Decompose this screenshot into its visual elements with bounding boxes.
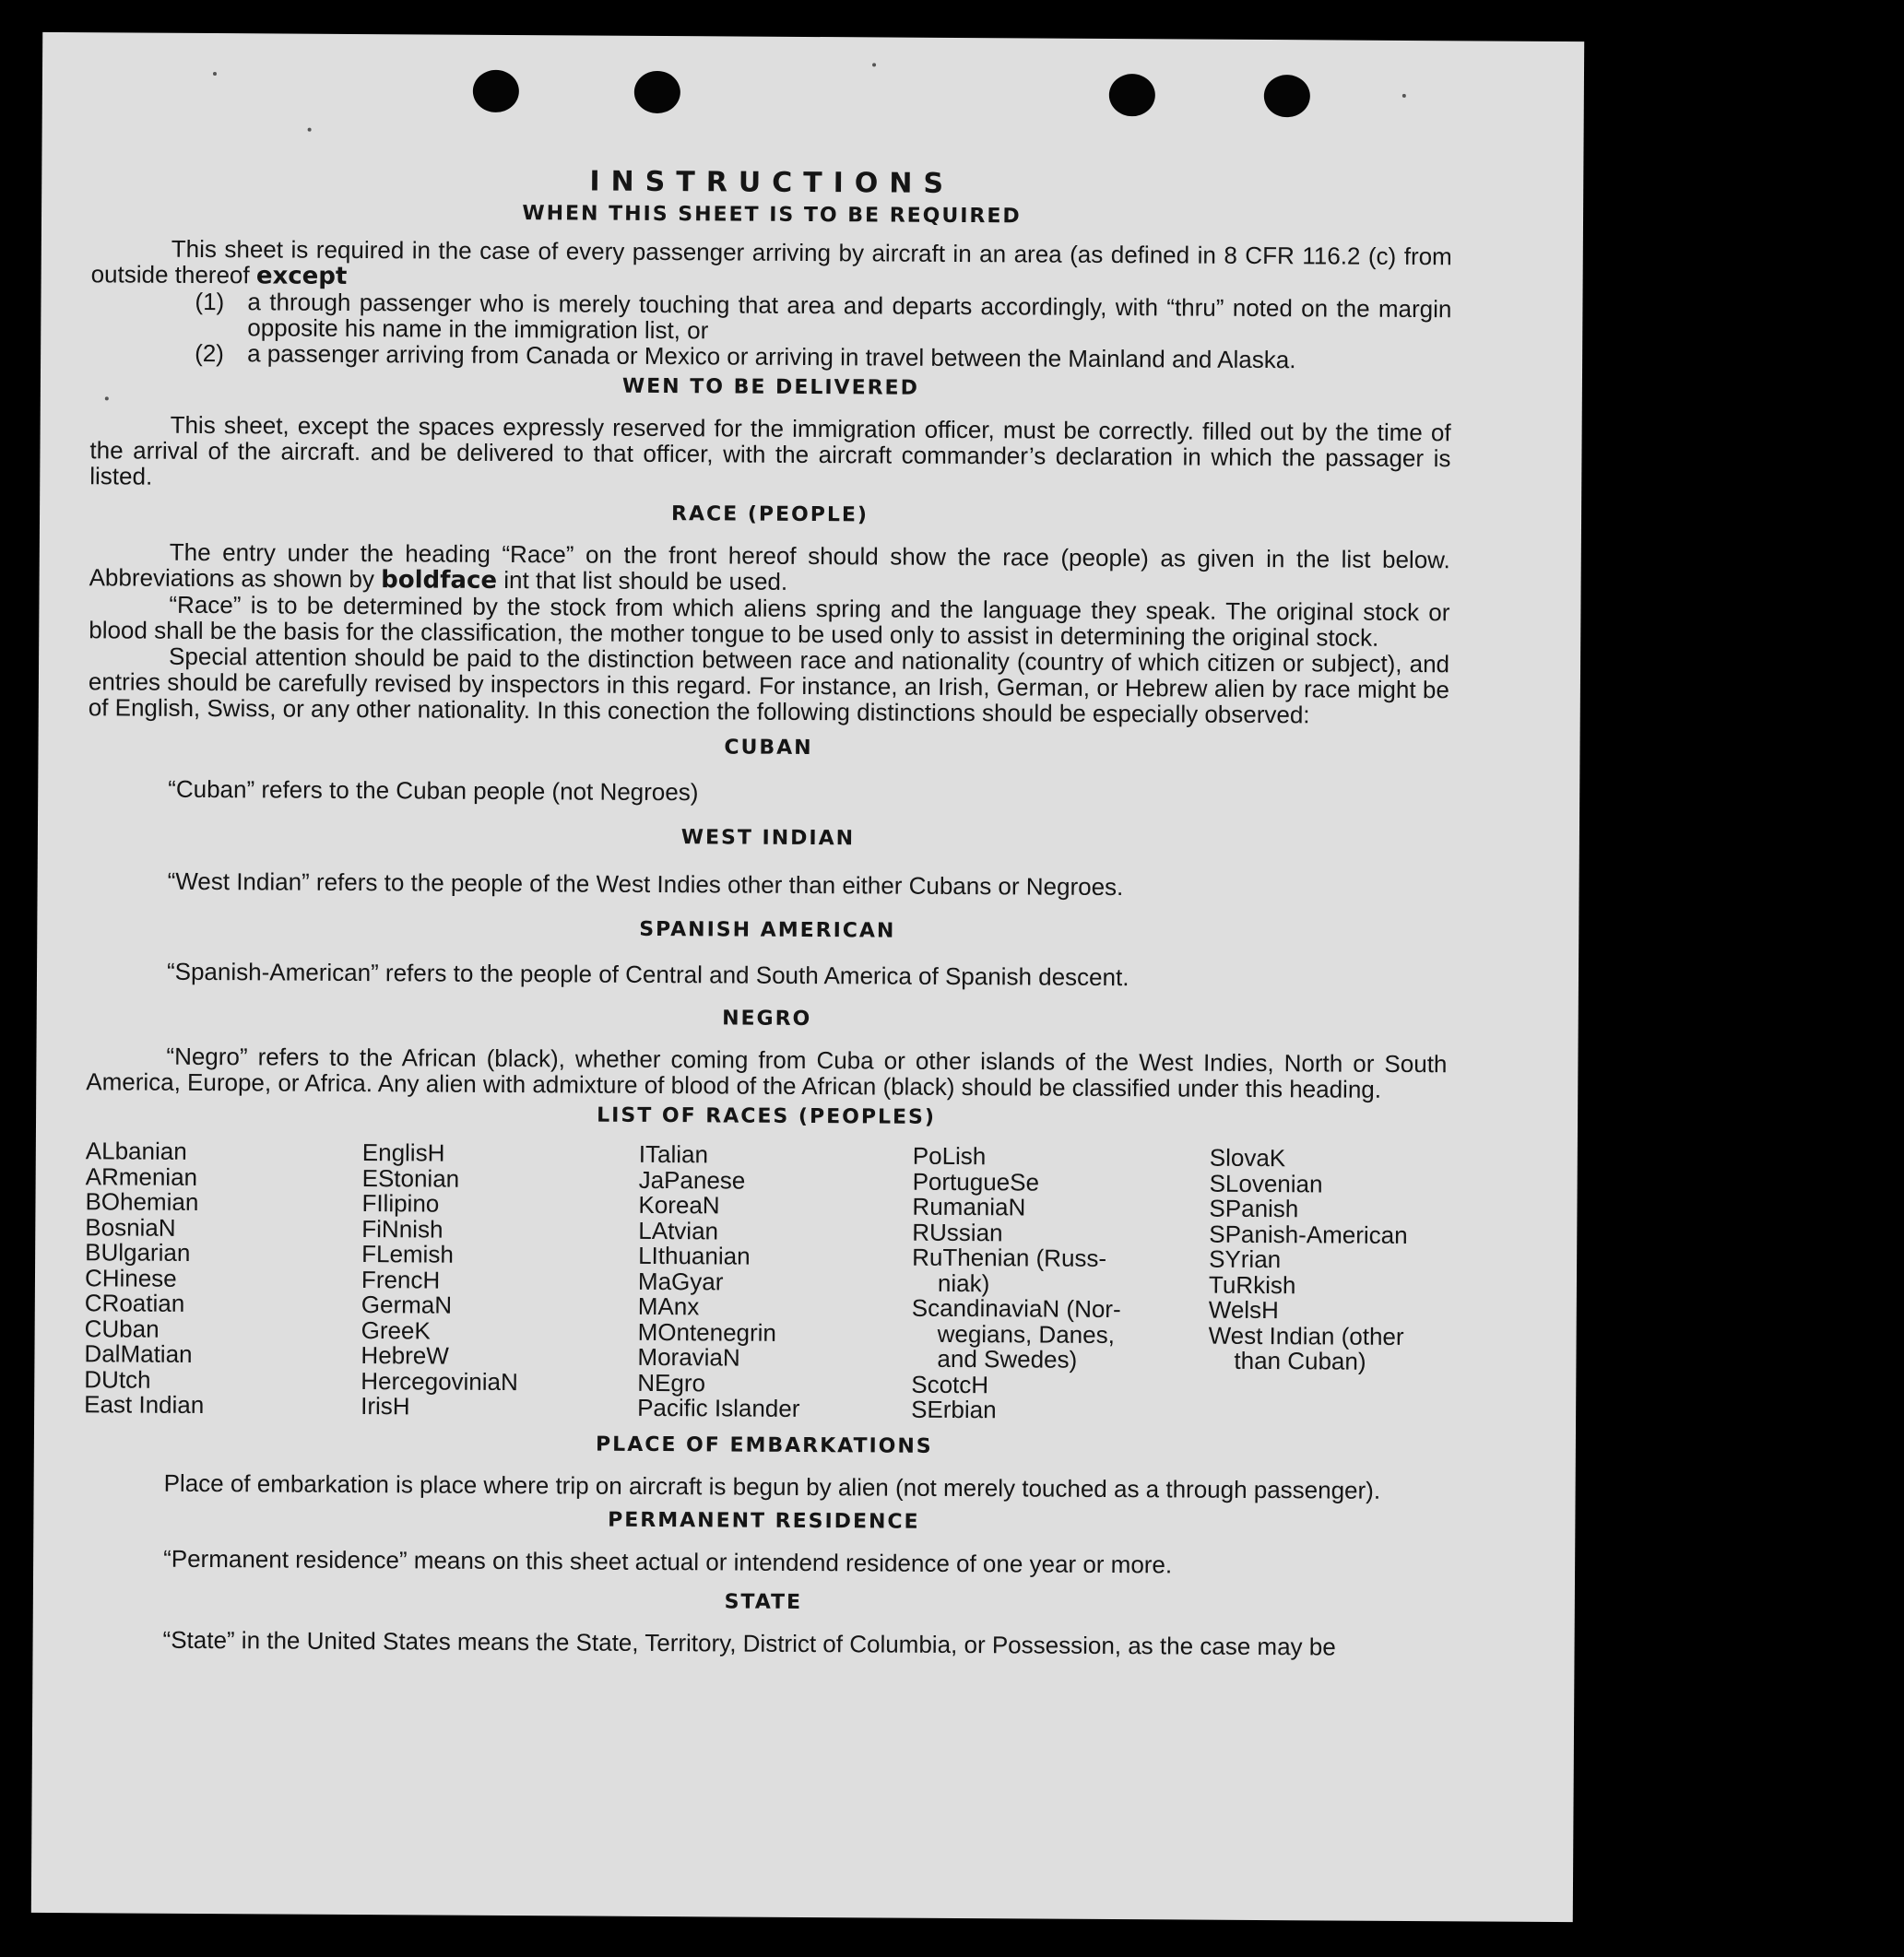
race-item-continued: than Cuban) <box>1234 1346 1366 1375</box>
race-item: IrisH <box>361 1392 410 1421</box>
race-item-continued: wegians, Danes, <box>937 1319 1115 1349</box>
race-item: GreeK <box>361 1315 431 1345</box>
instructions-text <box>83 159 1453 1659</box>
race-item: ScotcH <box>911 1370 989 1398</box>
race-item: EnglisH <box>361 1138 445 1167</box>
race-item: FIlipino <box>361 1189 440 1218</box>
race-item: CUban <box>84 1314 160 1343</box>
paragraph: “Cuban” refers to the Cuban people (not Negroes) <box>168 774 699 807</box>
section-heading: WEST INDIAN <box>680 826 856 851</box>
race-item: LIthuanian <box>638 1241 751 1270</box>
section-heading: CUBAN <box>724 736 813 760</box>
race-item: CRoatian <box>84 1289 185 1317</box>
section-heading: RACE (PEOPLE) <box>671 502 869 527</box>
race-item: ITalian <box>638 1139 709 1169</box>
race-item: SLovenian <box>1209 1169 1323 1197</box>
race-item: DalMatian <box>84 1339 193 1368</box>
race-item: SErbian <box>911 1395 997 1424</box>
race-column <box>84 1138 362 1419</box>
race-item: FiNnish <box>361 1214 443 1244</box>
paragraph: Special attention should be paid to the distinction between race and nationality (country of which citizen or subject), and entries should be carefully revised by inspectors in this regard. For instance, an Irish, German, or Hebrew alien by race might be of English, Swiss, or any other nationality. In this conection the following distinctions should be especially observed: <box>88 642 1450 729</box>
section-heading: PERMANENT RESIDENCE <box>608 1508 920 1534</box>
race-item: GermaN <box>361 1291 453 1319</box>
race-item: ScandinaviaN (Nor- <box>911 1293 1121 1324</box>
paragraph: “Race” is to be determined by the stock from which aliens spring and the language they speak. The original stock or blood shall be the basis for the classification, the mother tongue to be used only to assist in determining the original stock. <box>89 590 1450 652</box>
race-item: DUtch <box>84 1364 151 1394</box>
race-item: BUlgarian <box>85 1238 191 1267</box>
race-item: SPanish-American <box>1209 1220 1408 1249</box>
paragraph: “Spanish-American” refers to the people of Central and South America of Spanish descent. <box>166 957 1129 992</box>
section-heading: SPANISH AMERICAN <box>639 917 896 943</box>
race-column <box>911 1141 1210 1424</box>
race-item: SPanish <box>1209 1194 1299 1223</box>
section-heading: LIST OF RACES (PEOPLES) <box>597 1103 937 1129</box>
race-item: EStonian <box>361 1163 460 1193</box>
race-item: NEgro <box>637 1368 706 1397</box>
section-heading: WHEN THIS SHEET IS TO BE REQUIRED <box>522 202 1022 229</box>
race-item-continued: and Swedes) <box>937 1344 1078 1373</box>
paragraph: “State” in the United States means the State, Territory, District of Columbia, or Possession, as the case may be <box>162 1625 1336 1661</box>
race-item: SYrian <box>1209 1244 1282 1274</box>
punch-hole <box>634 71 680 113</box>
race-item: LAtvian <box>638 1216 719 1244</box>
race-item: FLemish <box>361 1240 454 1268</box>
race-item: PortugueSe <box>912 1167 1040 1197</box>
race-item: West Indian (other <box>1208 1321 1404 1350</box>
race-item: MaGyar <box>637 1267 724 1295</box>
race-item: MOntenegrin <box>637 1317 777 1347</box>
race-item: Pacific Islander <box>637 1393 800 1422</box>
race-list <box>84 1138 1447 1426</box>
race-item: JaPanese <box>638 1165 746 1195</box>
race-item: BosniaN <box>85 1212 176 1242</box>
paragraph: The entry under the heading “Race” on the front hereof should show the race (people) as given in the list below. Abbreviations as shown by boldface int that list should be used. <box>89 537 1450 595</box>
list-item: (2) a passenger arriving from Canada or Mexico or arriving in travel between the Mainland and Alaska. <box>195 338 1296 374</box>
race-item: RumaniaN <box>912 1192 1026 1221</box>
section-heading: WEN TO BE DELIVERED <box>621 374 919 400</box>
race-item: SlovaK <box>1209 1143 1286 1173</box>
paragraph: “Negro” refers to the African (black), whether coming from Cuba or other islands of the West Indies, North or South America, Europe, or Africa. Any alien with admixture of blood of the African (black) should be classified under this heading. <box>86 1042 1448 1103</box>
race-column <box>1208 1143 1447 1426</box>
race-item-continued: niak) <box>937 1268 990 1297</box>
paragraph: “West Indian” refers to the people of the West Indies other than either Cubans or Negroes. <box>167 867 1124 902</box>
punch-hole <box>1264 75 1310 117</box>
punch-hole <box>473 70 519 112</box>
paragraph: “Permanent residence” means on this sheet actual or intendend residence of one year or more. <box>163 1544 1173 1578</box>
punch-hole <box>1109 74 1155 116</box>
race-item: MAnx <box>637 1291 700 1321</box>
race-item: RuThenian (Russ- <box>912 1243 1107 1272</box>
race-item: HebreW <box>361 1341 449 1370</box>
race-column <box>637 1139 913 1422</box>
section-heading: NEGRO <box>722 1007 812 1032</box>
paragraph: Place of embarkation is place where trip on aircraft is begun by alien (not merely touched as a through passenger). <box>163 1468 1381 1504</box>
race-item: FrencH <box>361 1265 441 1294</box>
race-item: BOhemian <box>85 1187 199 1216</box>
list-item: (1) a through passenger who is merely touching that area and departs accordingly, with “thru” noted on the margin opposite his name in the immigration list, or <box>195 287 1452 345</box>
race-item: TuRkish <box>1208 1270 1296 1299</box>
paragraph: This sheet, except the spaces expressly reserved for the immigration officer, must be correctly. filled out by the time of the arrival of the aircraft. and be delivered to that officer, with the aircraft commander’s declaration in which the passager is listed. <box>89 410 1451 490</box>
section-heading: PLACE OF EMBARKATIONS <box>596 1432 933 1458</box>
race-item: PoLish <box>912 1141 987 1171</box>
page-title: INSTRUCTIONS <box>589 165 955 200</box>
race-item: ALbanian <box>85 1137 187 1165</box>
race-item: CHinese <box>84 1263 177 1292</box>
document-page <box>31 32 1584 1922</box>
race-item: KoreaN <box>638 1190 720 1220</box>
section-heading: STATE <box>724 1589 803 1614</box>
race-item: RUssian <box>912 1218 1003 1246</box>
paragraph: This sheet is required in the case of every passenger arriving by aircraft in an area (as defined in 8 CFR 116.2 (c) from outside thereof except <box>90 234 1452 290</box>
race-item: East Indian <box>84 1390 205 1420</box>
race-item: WelsH <box>1208 1295 1279 1325</box>
race-column <box>361 1140 639 1421</box>
race-item: ARmenian <box>85 1161 198 1191</box>
race-item: HercegoviniaN <box>361 1366 518 1396</box>
race-item: MoraviaN <box>637 1342 740 1372</box>
